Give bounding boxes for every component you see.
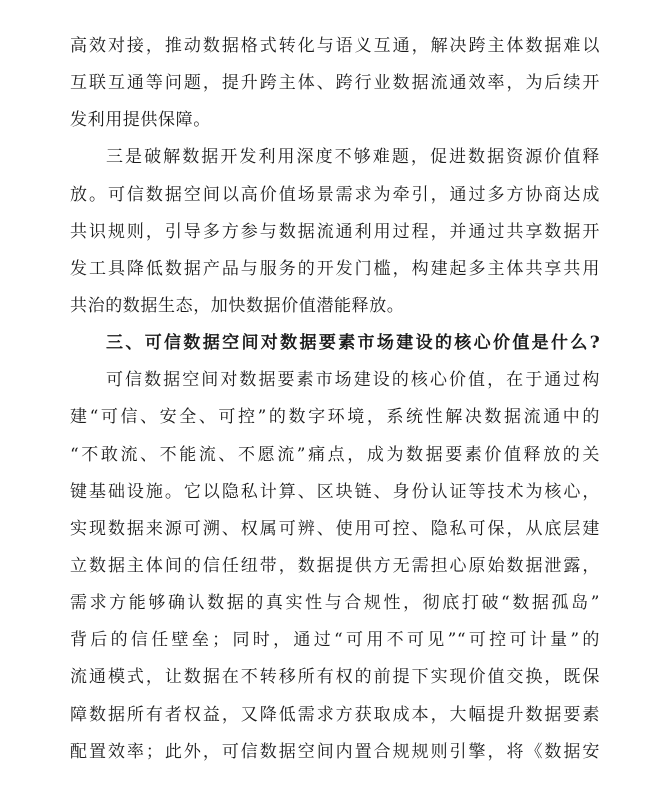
text-line: 高效对接，推动数据格式转化与语义互通，解决跨主体数据难以 — [70, 36, 600, 56]
text-line: 共识规则，引导多方参与数据流通利用过程，并通过共享数据开 — [70, 221, 600, 242]
text-line: 流通模式，让数据在不转移所有权的前提下实现价值交换，既保 — [70, 667, 600, 688]
text-line: 立数据主体间的信任纽带，数据提供方无需担心原始数据泄露， — [70, 555, 600, 576]
text-line: 建“可信、安全、可控”的数字环境，系统性解决数据流通中的 — [70, 407, 600, 428]
text-line: 共治的数据生态，加快数据价值潜能释放。 — [70, 295, 405, 316]
text-line: 键基础设施。它以隐私计算、区块链、身份认证等技术为核心， — [70, 481, 600, 502]
text-line: 可信数据空间对数据要素市场建设的核心价值，在于通过构 — [106, 370, 600, 391]
section-heading: 三、可信数据空间对数据要素市场建设的核心价值是什么? — [106, 333, 600, 354]
text-line: 放。可信数据空间以高价值场景需求为牵引，通过多方协商达成 — [70, 184, 600, 205]
text-line: 障数据所有者权益，又降低需求方获取成本，大幅提升数据要素 — [70, 704, 600, 725]
text-line: 配置效率；此外，可信数据空间内置合规规则引擎，将《数据安 — [70, 741, 600, 762]
text-line: 三是破解数据开发利用深度不够难题，促进数据资源价值释 — [106, 147, 600, 168]
text-line: 实现数据来源可溯、权属可辨、使用可控、隐私可保，从底层建 — [70, 518, 600, 539]
text-line: 背后的信任壁垒；同时，通过“可用不可见”“可控可计量”的 — [70, 630, 600, 651]
text-line: 发工具降低数据产品与服务的开发门槛，构建起多主体共享共用 — [70, 258, 600, 279]
document-page — [70, 28, 600, 771]
text-line: “不敢流、不能流、不愿流”痛点，成为数据要素价值释放的关 — [70, 444, 600, 465]
text-line: 发利用提供保障。 — [70, 110, 211, 131]
text-line: 需求方能够确认数据的真实性与合规性，彻底打破“数据孤岛” — [70, 593, 600, 614]
text-line: 互联互通等问题，提升跨主体、跨行业数据流通效率，为后续开 — [70, 73, 600, 94]
